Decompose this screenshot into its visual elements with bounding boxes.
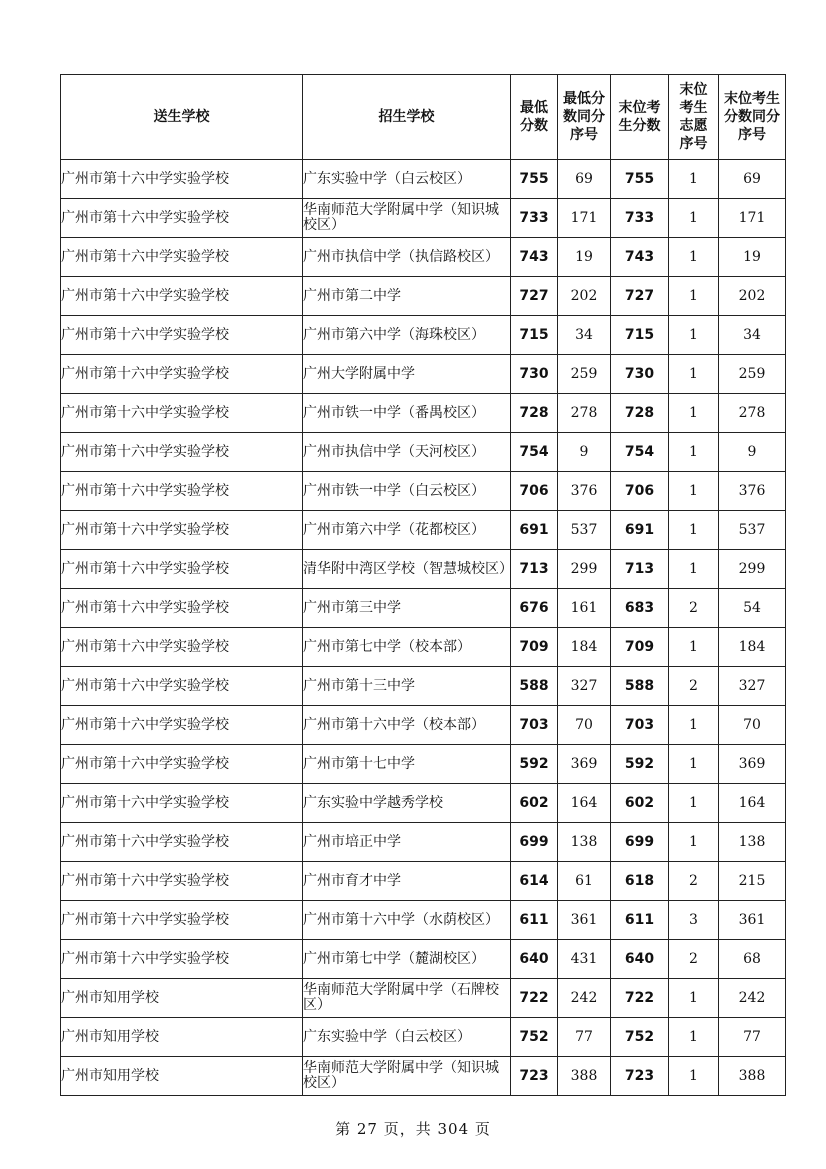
last-student-tie-rank-cell: 34	[719, 316, 786, 355]
sending-school-cell: 广州市第十六中学实验学校	[61, 355, 303, 394]
sending-school-cell: 广州市知用学校	[61, 1057, 303, 1096]
table-row	[61, 160, 786, 199]
table-row	[61, 550, 786, 589]
last-student-tie-rank-cell: 9	[719, 433, 786, 472]
admitting-school-cell: 广州市第三中学	[303, 589, 511, 628]
last-student-choice-rank-cell: 2	[669, 667, 719, 706]
sending-school-cell: 广州市第十六中学实验学校	[61, 862, 303, 901]
last-student-score-cell: 706	[611, 472, 669, 511]
table-row	[61, 472, 786, 511]
min-score-tie-rank-cell: 34	[558, 316, 611, 355]
last-student-score-cell: 618	[611, 862, 669, 901]
min-score-tie-rank-cell: 431	[558, 940, 611, 979]
admission-table	[60, 74, 786, 1096]
min-score-tie-rank-cell: 299	[558, 550, 611, 589]
sending-school-cell: 广州市第十六中学实验学校	[61, 667, 303, 706]
admitting-school-cell: 广州大学附属中学	[303, 355, 511, 394]
last-student-tie-rank-cell: 171	[719, 199, 786, 238]
min-score-tie-rank-cell: 184	[558, 628, 611, 667]
min-score-cell: 723	[511, 1057, 558, 1096]
min-score-cell: 699	[511, 823, 558, 862]
admitting-school-cell: 广州市第六中学（花都校区）	[303, 511, 511, 550]
admitting-school-cell: 广州市第七中学（校本部）	[303, 628, 511, 667]
min-score-cell: 754	[511, 433, 558, 472]
min-score-cell: 730	[511, 355, 558, 394]
col-header-last-student-score: 末位考生分数	[611, 75, 669, 160]
sending-school-cell: 广州市第十六中学实验学校	[61, 823, 303, 862]
table-row	[61, 277, 786, 316]
min-score-cell: 611	[511, 901, 558, 940]
last-student-score-cell: 723	[611, 1057, 669, 1096]
min-score-cell: 676	[511, 589, 558, 628]
min-score-tie-rank-cell: 9	[558, 433, 611, 472]
last-student-score-cell: 691	[611, 511, 669, 550]
last-student-score-cell: 640	[611, 940, 669, 979]
min-score-tie-rank-cell: 259	[558, 355, 611, 394]
last-student-choice-rank-cell: 1	[669, 784, 719, 823]
table-row	[61, 784, 786, 823]
sending-school-cell: 广州市第十六中学实验学校	[61, 745, 303, 784]
table-row	[61, 823, 786, 862]
header-row	[61, 75, 786, 160]
min-score-cell: 588	[511, 667, 558, 706]
last-student-score-cell: 713	[611, 550, 669, 589]
table-row	[61, 940, 786, 979]
min-score-tie-rank-cell: 376	[558, 472, 611, 511]
table-row	[61, 316, 786, 355]
last-student-tie-rank-cell: 77	[719, 1018, 786, 1057]
last-student-score-cell: 730	[611, 355, 669, 394]
min-score-tie-rank-cell: 138	[558, 823, 611, 862]
min-score-cell: 691	[511, 511, 558, 550]
min-score-tie-rank-cell: 327	[558, 667, 611, 706]
sending-school-cell: 广州市第十六中学实验学校	[61, 628, 303, 667]
last-student-tie-rank-cell: 242	[719, 979, 786, 1018]
last-student-choice-rank-cell: 2	[669, 940, 719, 979]
last-student-choice-rank-cell: 1	[669, 394, 719, 433]
sending-school-cell: 广州市第十六中学实验学校	[61, 238, 303, 277]
last-student-score-cell: 683	[611, 589, 669, 628]
last-student-tie-rank-cell: 202	[719, 277, 786, 316]
last-student-choice-rank-cell: 1	[669, 706, 719, 745]
table-row	[61, 862, 786, 901]
min-score-tie-rank-cell: 369	[558, 745, 611, 784]
min-score-tie-rank-cell: 19	[558, 238, 611, 277]
last-student-score-cell: 722	[611, 979, 669, 1018]
min-score-cell: 592	[511, 745, 558, 784]
last-student-choice-rank-cell: 2	[669, 862, 719, 901]
last-student-choice-rank-cell: 1	[669, 199, 719, 238]
min-score-tie-rank-cell: 361	[558, 901, 611, 940]
min-score-tie-rank-cell: 161	[558, 589, 611, 628]
table-row	[61, 238, 786, 277]
table-row	[61, 355, 786, 394]
col-header-min-score-tie-rank: 最低分数同分序号	[558, 75, 611, 160]
last-student-choice-rank-cell: 1	[669, 979, 719, 1018]
admitting-school-cell: 广州市第十六中学（校本部）	[303, 706, 511, 745]
sending-school-cell: 广州市第十六中学实验学校	[61, 706, 303, 745]
admitting-school-cell: 广东实验中学（白云校区）	[303, 1018, 511, 1057]
page-footer: 第 27 页，共 304 页	[335, 1120, 491, 1138]
min-score-cell: 703	[511, 706, 558, 745]
min-score-tie-rank-cell: 164	[558, 784, 611, 823]
col-header-min-score: 最低分数	[511, 75, 558, 160]
last-student-choice-rank-cell: 1	[669, 160, 719, 199]
last-student-tie-rank-cell: 184	[719, 628, 786, 667]
last-student-tie-rank-cell: 278	[719, 394, 786, 433]
admitting-school-cell: 广州市培正中学	[303, 823, 511, 862]
sending-school-cell: 广州市第十六中学实验学校	[61, 394, 303, 433]
last-student-score-cell: 703	[611, 706, 669, 745]
last-student-tie-rank-cell: 68	[719, 940, 786, 979]
sending-school-cell: 广州市第十六中学实验学校	[61, 784, 303, 823]
last-student-tie-rank-cell: 138	[719, 823, 786, 862]
table-row	[61, 628, 786, 667]
min-score-tie-rank-cell: 242	[558, 979, 611, 1018]
table-row	[61, 511, 786, 550]
min-score-tie-rank-cell: 77	[558, 1018, 611, 1057]
last-student-score-cell: 733	[611, 199, 669, 238]
admitting-school-cell: 华南师范大学附属中学（知识城校区）	[303, 199, 511, 238]
min-score-cell: 709	[511, 628, 558, 667]
sending-school-cell: 广州市第十六中学实验学校	[61, 940, 303, 979]
last-student-tie-rank-cell: 369	[719, 745, 786, 784]
last-student-tie-rank-cell: 388	[719, 1057, 786, 1096]
admitting-school-cell: 广州市第十三中学	[303, 667, 511, 706]
sending-school-cell: 广州市第十六中学实验学校	[61, 589, 303, 628]
last-student-choice-rank-cell: 1	[669, 316, 719, 355]
admitting-school-cell: 广州市育才中学	[303, 862, 511, 901]
sending-school-cell: 广州市第十六中学实验学校	[61, 472, 303, 511]
admitting-school-cell: 广州市执信中学（执信路校区）	[303, 238, 511, 277]
last-student-score-cell: 752	[611, 1018, 669, 1057]
min-score-tie-rank-cell: 278	[558, 394, 611, 433]
last-student-choice-rank-cell: 1	[669, 355, 719, 394]
last-student-score-cell: 754	[611, 433, 669, 472]
last-student-choice-rank-cell: 1	[669, 472, 719, 511]
table-row	[61, 394, 786, 433]
last-student-choice-rank-cell: 1	[669, 238, 719, 277]
min-score-cell: 640	[511, 940, 558, 979]
last-student-choice-rank-cell: 1	[669, 1057, 719, 1096]
col-header-last-student-tie-rank: 末位考生分数同分序号	[719, 75, 786, 160]
sending-school-cell: 广州市第十六中学实验学校	[61, 277, 303, 316]
last-student-score-cell: 602	[611, 784, 669, 823]
min-score-cell: 755	[511, 160, 558, 199]
min-score-cell: 715	[511, 316, 558, 355]
min-score-cell: 614	[511, 862, 558, 901]
admitting-school-cell: 广州市执信中学（天河校区）	[303, 433, 511, 472]
last-student-score-cell: 611	[611, 901, 669, 940]
last-student-score-cell: 755	[611, 160, 669, 199]
table-row	[61, 589, 786, 628]
last-student-tie-rank-cell: 361	[719, 901, 786, 940]
min-score-tie-rank-cell: 61	[558, 862, 611, 901]
admitting-school-cell: 广州市第十七中学	[303, 745, 511, 784]
last-student-score-cell: 727	[611, 277, 669, 316]
col-header-last-student-choice-rank: 末位考生志愿序号	[669, 75, 719, 160]
table-row	[61, 745, 786, 784]
min-score-cell: 713	[511, 550, 558, 589]
min-score-cell: 743	[511, 238, 558, 277]
min-score-tie-rank-cell: 70	[558, 706, 611, 745]
last-student-choice-rank-cell: 1	[669, 1018, 719, 1057]
last-student-score-cell: 699	[611, 823, 669, 862]
last-student-choice-rank-cell: 1	[669, 745, 719, 784]
min-score-tie-rank-cell: 69	[558, 160, 611, 199]
last-student-tie-rank-cell: 70	[719, 706, 786, 745]
admitting-school-cell: 华南师范大学附属中学（知识城校区）	[303, 1057, 511, 1096]
sending-school-cell: 广州市知用学校	[61, 979, 303, 1018]
sending-school-cell: 广州市知用学校	[61, 1018, 303, 1057]
last-student-choice-rank-cell: 1	[669, 277, 719, 316]
admitting-school-cell: 广东实验中学（白云校区）	[303, 160, 511, 199]
admitting-school-cell: 广州市第六中学（海珠校区）	[303, 316, 511, 355]
sending-school-cell: 广州市第十六中学实验学校	[61, 160, 303, 199]
last-student-tie-rank-cell: 327	[719, 667, 786, 706]
last-student-choice-rank-cell: 3	[669, 901, 719, 940]
last-student-score-cell: 592	[611, 745, 669, 784]
last-student-tie-rank-cell: 215	[719, 862, 786, 901]
table-row	[61, 1018, 786, 1057]
table-row	[61, 199, 786, 238]
min-score-cell: 733	[511, 199, 558, 238]
min-score-cell: 752	[511, 1018, 558, 1057]
admitting-school-cell: 广州市第十六中学（水荫校区）	[303, 901, 511, 940]
admitting-school-cell: 广州市第二中学	[303, 277, 511, 316]
sending-school-cell: 广州市第十六中学实验学校	[61, 433, 303, 472]
col-header-sending-school: 送生学校	[61, 75, 303, 160]
table-row	[61, 1057, 786, 1096]
min-score-cell: 602	[511, 784, 558, 823]
admitting-school-cell: 广州市铁一中学（番禺校区）	[303, 394, 511, 433]
admitting-school-cell: 广东实验中学越秀学校	[303, 784, 511, 823]
table-row	[61, 901, 786, 940]
admitting-school-cell: 清华附中湾区学校（智慧城校区）	[303, 550, 511, 589]
last-student-choice-rank-cell: 1	[669, 511, 719, 550]
table-row	[61, 979, 786, 1018]
last-student-score-cell: 743	[611, 238, 669, 277]
col-header-admitting-school: 招生学校	[303, 75, 511, 160]
last-student-tie-rank-cell: 54	[719, 589, 786, 628]
min-score-cell: 722	[511, 979, 558, 1018]
last-student-tie-rank-cell: 19	[719, 238, 786, 277]
sending-school-cell: 广州市第十六中学实验学校	[61, 511, 303, 550]
last-student-choice-rank-cell: 1	[669, 823, 719, 862]
sending-school-cell: 广州市第十六中学实验学校	[61, 901, 303, 940]
min-score-cell: 728	[511, 394, 558, 433]
last-student-choice-rank-cell: 1	[669, 550, 719, 589]
table-row	[61, 706, 786, 745]
admitting-school-cell: 广州市第七中学（麓湖校区）	[303, 940, 511, 979]
last-student-score-cell: 588	[611, 667, 669, 706]
last-student-score-cell: 709	[611, 628, 669, 667]
last-student-tie-rank-cell: 537	[719, 511, 786, 550]
last-student-tie-rank-cell: 259	[719, 355, 786, 394]
last-student-choice-rank-cell: 1	[669, 628, 719, 667]
last-student-score-cell: 728	[611, 394, 669, 433]
min-score-tie-rank-cell: 202	[558, 277, 611, 316]
admitting-school-cell: 广州市铁一中学（白云校区）	[303, 472, 511, 511]
last-student-choice-rank-cell: 1	[669, 433, 719, 472]
last-student-tie-rank-cell: 376	[719, 472, 786, 511]
min-score-tie-rank-cell: 171	[558, 199, 611, 238]
min-score-tie-rank-cell: 537	[558, 511, 611, 550]
min-score-cell: 706	[511, 472, 558, 511]
last-student-tie-rank-cell: 164	[719, 784, 786, 823]
table-body	[61, 160, 786, 1096]
table-row	[61, 433, 786, 472]
table-row	[61, 667, 786, 706]
admitting-school-cell: 华南师范大学附属中学（石牌校区）	[303, 979, 511, 1018]
min-score-cell: 727	[511, 277, 558, 316]
last-student-tie-rank-cell: 69	[719, 160, 786, 199]
last-student-tie-rank-cell: 299	[719, 550, 786, 589]
last-student-score-cell: 715	[611, 316, 669, 355]
sending-school-cell: 广州市第十六中学实验学校	[61, 199, 303, 238]
last-student-choice-rank-cell: 2	[669, 589, 719, 628]
min-score-tie-rank-cell: 388	[558, 1057, 611, 1096]
sending-school-cell: 广州市第十六中学实验学校	[61, 316, 303, 355]
sending-school-cell: 广州市第十六中学实验学校	[61, 550, 303, 589]
